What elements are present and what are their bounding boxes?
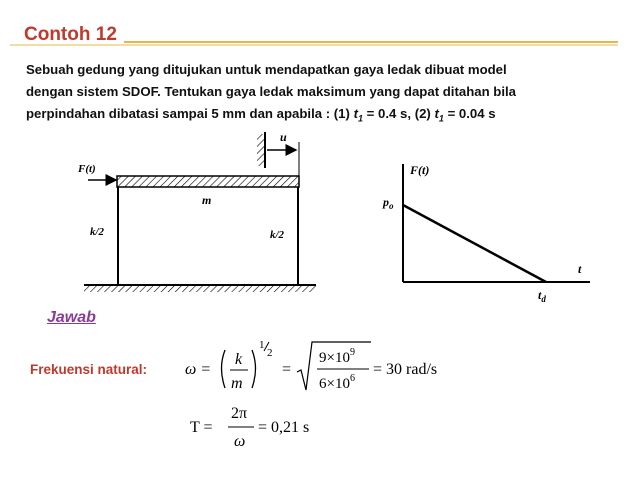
ground-hatch (84, 286, 316, 292)
omega-formula (185, 338, 485, 398)
period-result: = 0,21 s (258, 419, 310, 436)
reference-wall-hatch (257, 134, 265, 166)
left-stiffness-label: k/2 (90, 226, 105, 238)
time-axis-label: t (578, 262, 582, 276)
right-stiffness-label: k/2 (270, 229, 285, 241)
title-underline (10, 40, 618, 46)
omega-denominator: m (231, 375, 243, 392)
t1-subscript: 1 (357, 113, 363, 124)
slide-title: Contoh 12 (24, 24, 117, 45)
problem-line-1: Sebuah gedung yang ditujukan untuk mendapatkan gaya ledak dibuat model (26, 62, 507, 77)
problem-line-2: dengan sistem SDOF. Tentukan gaya ledak maksimum yang dapat ditahan bila (26, 84, 517, 99)
sdof-frame-diagram (70, 128, 320, 303)
period-lhs: T = (190, 419, 213, 436)
period-denominator: ω (234, 433, 246, 450)
answer-heading: Jawab (47, 309, 96, 326)
title-bar (10, 24, 618, 46)
omega-result: = 30 rad/s (373, 361, 438, 378)
right-paren (252, 350, 256, 388)
root-numerator: $9\times 10^9$ (319, 347, 355, 366)
t1-subscript-2: 1 (438, 113, 444, 124)
t1-symbol-2: t (434, 106, 439, 121)
exponent-numerator: 1 (259, 339, 265, 351)
beam-mass (117, 176, 299, 187)
force-label: F(t) (78, 163, 96, 175)
period-numerator: 2π (231, 405, 248, 422)
period-formula (190, 402, 390, 454)
force-axis-label: F(t) (410, 163, 430, 177)
omega-equals: = (282, 361, 292, 378)
peak-label: $p_o$ (383, 195, 394, 211)
load-time-diagram (370, 152, 595, 307)
natural-frequency-label: Frekuensi natural: (30, 362, 148, 377)
case-1-value: = 0.4 s, (2) (363, 106, 435, 121)
mass-label: m (202, 193, 212, 207)
problem-statement (26, 59, 618, 130)
duration-label: $t_d$ (538, 288, 546, 304)
problem-line-3-text: perpindahan dibatasi sampai 5 mm dan apabila : (1) (26, 106, 354, 121)
omega-lhs: ω = (185, 361, 212, 378)
root-denominator: $6\times 10^6$ (319, 373, 355, 392)
omega-numerator: k (235, 351, 243, 368)
left-paren (222, 350, 226, 388)
exponent-denominator: 2 (267, 347, 273, 359)
load-ramp-line (403, 205, 546, 282)
t1-symbol: t (353, 106, 358, 121)
problem-line-3 (26, 103, 618, 130)
displacement-label: u (280, 130, 287, 144)
case-2-value: = 0.04 s (443, 106, 496, 121)
